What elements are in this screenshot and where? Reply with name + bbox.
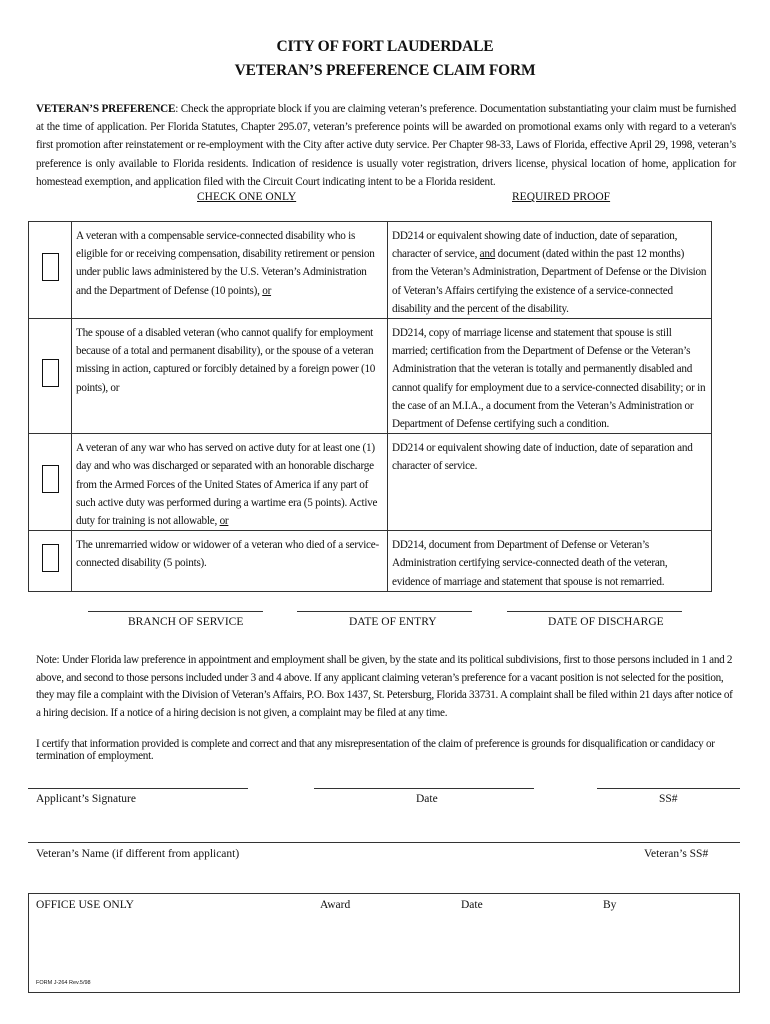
- ss-label: SS#: [659, 793, 678, 805]
- veteran-name-line[interactable]: [28, 842, 740, 843]
- office-use-label: OFFICE USE ONLY: [36, 899, 134, 911]
- ss-line[interactable]: [597, 788, 740, 789]
- required-proof-heading: REQUIRED PROOF: [512, 191, 611, 203]
- claim-row-2: [29, 319, 712, 434]
- date-of-entry-line[interactable]: [297, 611, 472, 612]
- form-subtitle: VETERAN’S PREFERENCE CLAIM FORM: [234, 62, 536, 79]
- award-label: Award: [320, 899, 351, 911]
- checkbox-cell: [29, 319, 72, 434]
- claim-row-1: [29, 222, 712, 319]
- date-of-entry-label: DATE OF ENTRY: [349, 616, 437, 628]
- proof-1-part-b: document (dated within the past 12 months) from the Veteran’s Administration, Department of Defense or the Division of Veteran’s Affairs certifying the existence of a service-connected disability and the percent of the disability.: [392, 248, 707, 315]
- claim-1-or: or: [262, 284, 272, 297]
- branch-of-service-line[interactable]: [88, 611, 263, 612]
- date-of-discharge-line[interactable]: [507, 611, 682, 612]
- intro-text: : Check the appropriate block if you are claiming veteran’s preference. Documentation substantiating your claim must be furnished at the time of application. Per Florida Statutes, Chapter 295.07, veteran’s preference points will be awarded on promotional exams only with regard to a veteran's first promotion after reinstatement or re-employment with the City after active duty service. Per Chapter 98-33, Laws of Florida, effective April 29, 1998, veteran’s preference is only available to Florida residents. Indication of residence is usually voter registration, drivers license, physical location of home, application for homestead exemption, and application filed with the Circuit Court indicating intent to be a Florida resident.: [36, 103, 737, 188]
- applicant-signature-label: Applicant’s Signature: [36, 793, 136, 805]
- checkbox-cell: [29, 531, 72, 592]
- proof-1-part-a: DD214 or equivalent showing date of induction, date of separation, character of service,: [392, 230, 678, 261]
- proof-3-text: DD214 or equivalent showing date of induction, date of separation and character of service.: [388, 434, 712, 531]
- note-paragraph: Note: Under Florida law preference in appointment and employment shall be given, by the state and its political subdivisions, first to those persons included in 1 and 2 above, and second to those persons included under 3 and 4 above. If any applicant claiming veteran’s preference for a vacant position is not selected for the position, they may file a complaint with the Division of Veteran’s Affairs, P.O. Box 1437, St. Petersburg, Florida 33731. A complaint shall be filed within 21 days after notice of a hiring decision. If a notice of a hiring decision is not given, a complaint may be filed at any time.: [36, 654, 733, 719]
- form-number: FORM J-264 Rev.5/98: [36, 980, 91, 986]
- checkbox-cell: [29, 434, 72, 531]
- office-use-box: [28, 893, 740, 993]
- claim-3-checkbox[interactable]: [42, 465, 59, 493]
- veteran-ss-label: Veteran’s SS#: [644, 848, 709, 860]
- applicant-signature-line[interactable]: [28, 788, 248, 789]
- intro-paragraph: [36, 100, 736, 191]
- claim-row-4: [29, 531, 712, 592]
- by-label: By: [603, 899, 617, 911]
- claim-4-text: The unremarried widow or widower of a veteran who died of a service-connected disability (5 points).: [72, 531, 388, 592]
- form-title: CITY OF FORT LAUDERDALE: [276, 38, 494, 55]
- claim-2-text: The spouse of a disabled veteran (who cannot qualify for employment because of a total and permanent disability), or the spouse of a veteran missing in action, captured or forcibly detained by a foreign power (10 points), or: [72, 319, 388, 434]
- check-one-heading: CHECK ONE ONLY: [197, 191, 297, 203]
- proof-4-text: DD214, document from Department of Defense or Veteran’s Administration certifying service-connected death of the veteran, evidence of marriage and statement that spouse is not remarried.: [388, 531, 712, 592]
- branch-of-service-label: BRANCH OF SERVICE: [128, 616, 244, 628]
- claim-row-3: [29, 434, 712, 531]
- claims-table: [28, 221, 712, 592]
- claim-4-checkbox[interactable]: [42, 544, 59, 572]
- office-date-label: Date: [461, 899, 483, 911]
- claim-1-text: [72, 222, 388, 319]
- checkbox-cell: [29, 222, 72, 319]
- intro-lead: VETERAN’S PREFERENCE: [36, 103, 176, 115]
- claim-2-checkbox[interactable]: [42, 359, 59, 387]
- date-line[interactable]: [314, 788, 534, 789]
- claim-3-desc: A veteran of any war who has served on active duty for at least one (1) day and who was discharged or separated with an honorable discharge from the Armed Forces of the United States of America if any part of such active duty was performed during a wartime era (5 points). Active duty for training is not allowable,: [76, 442, 378, 528]
- claim-1-desc: A veteran with a compensable service-connected disability who is eligible for or receiving compensation, disability retirement or pension under public laws administered by the U.S. Veteran’s Administration and the Department of Defense (10 points),: [76, 230, 375, 297]
- proof-2-text: DD214, copy of marriage license and statement that spouse is still married; certification from the Department of Defense or the Veteran’s Administration that the veteran is totally and permanently disabled and cannot qualify for employment due to a service-connected disability; or in the case of an M.I.A., a document from the Veteran’s Administration or Department of Defense certifying such a condition.: [388, 319, 712, 434]
- claim-1-checkbox[interactable]: [42, 253, 59, 281]
- date-label: Date: [416, 793, 438, 805]
- certify-statement: I certify that information provided is complete and correct and that any misrepresentation of the claim of preference is grounds for disqualification or candidacy or termination of employment.: [36, 738, 715, 762]
- claim-3-or: or: [219, 515, 229, 528]
- claim-3-text: [72, 434, 388, 531]
- date-of-discharge-label: DATE OF DISCHARGE: [548, 616, 664, 628]
- veteran-name-label: Veteran’s Name (if different from applicant): [36, 848, 240, 860]
- proof-1-text: [388, 222, 712, 319]
- proof-1-and: and: [479, 248, 496, 261]
